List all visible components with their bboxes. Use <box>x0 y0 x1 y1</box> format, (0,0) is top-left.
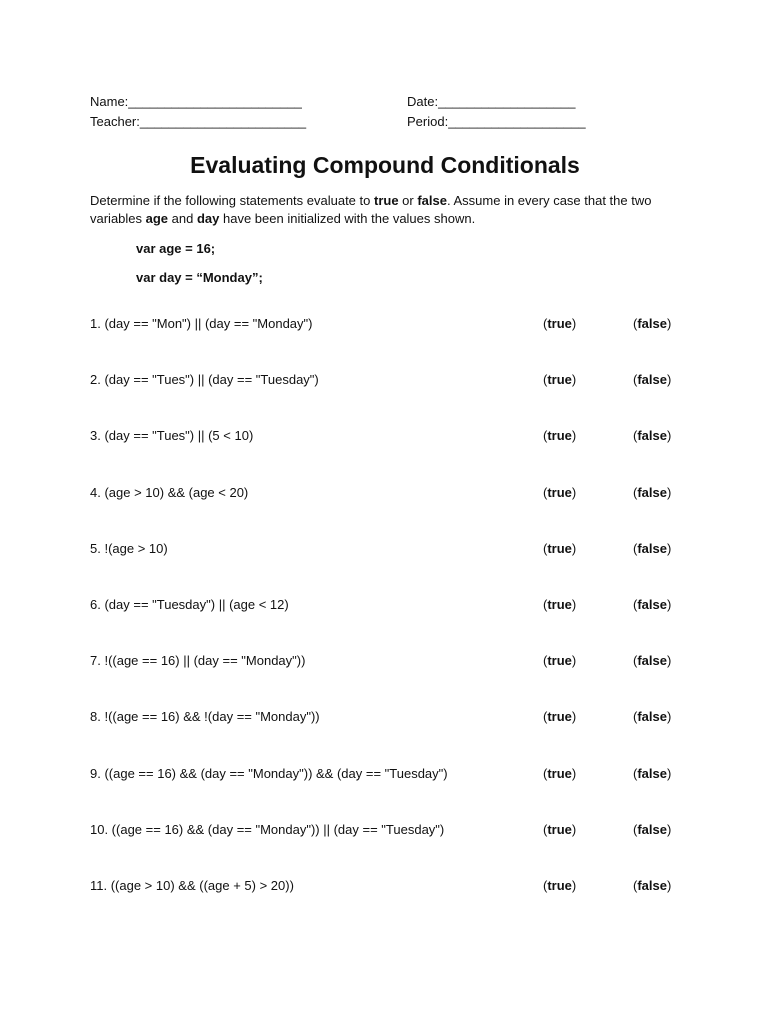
question-row <box>90 484 690 502</box>
open-paren: ( <box>633 372 638 388</box>
question-text: 1. (day == "Mon") || (day == "Monday") <box>90 316 313 331</box>
close-paren: ) <box>571 709 577 725</box>
close-paren: ) <box>666 316 672 331</box>
choice-label: false <box>637 484 667 500</box>
close-paren: ) <box>571 484 577 500</box>
false-choice[interactable] <box>633 652 671 670</box>
open-paren: ( <box>633 428 638 444</box>
true-choice[interactable] <box>543 427 576 445</box>
close-paren: ) <box>666 765 672 781</box>
open-paren: ( <box>633 316 638 331</box>
false-choice[interactable] <box>633 315 671 333</box>
true-choice[interactable] <box>543 540 576 558</box>
open-paren: ( <box>633 765 638 781</box>
true-choice[interactable] <box>543 765 576 783</box>
question-row <box>90 427 690 445</box>
choice-label: false <box>637 878 667 893</box>
choice-label: true <box>547 878 572 893</box>
open-paren: ( <box>543 597 548 612</box>
false-choice[interactable] <box>633 427 671 445</box>
question-text: 9. ((age == 16) && (day == "Monday")) && (day == "Tuesday") <box>90 765 448 781</box>
close-paren: ) <box>666 484 672 500</box>
open-paren: ( <box>633 484 638 500</box>
open-paren: ( <box>633 597 638 612</box>
choice-label: false <box>637 428 667 444</box>
instructions-text-4: and <box>168 211 197 226</box>
false-choice[interactable] <box>633 540 671 558</box>
choice-label: true <box>547 316 572 331</box>
open-paren: ( <box>543 765 548 781</box>
choice-label: true <box>547 597 572 612</box>
close-paren: ) <box>666 428 672 444</box>
page-title: Evaluating Compound Conditionals <box>190 152 580 178</box>
true-choice[interactable] <box>543 371 576 389</box>
question-text: 3. (day == "Tues") || (5 < 10) <box>90 428 254 444</box>
open-paren: ( <box>543 484 548 500</box>
instructions-paragraph <box>90 192 680 228</box>
open-paren: ( <box>543 428 548 444</box>
choice-label: false <box>637 597 667 612</box>
true-choice[interactable] <box>543 652 576 670</box>
open-paren: ( <box>633 653 638 669</box>
close-paren: ) <box>666 878 672 893</box>
true-choice[interactable] <box>543 596 576 614</box>
choice-label: true <box>547 709 572 725</box>
question-text: 11. ((age > 10) && ((age + 5) > 20)) <box>90 878 294 893</box>
open-paren: ( <box>633 821 638 837</box>
question-row <box>90 765 690 783</box>
close-paren: ) <box>666 653 672 669</box>
close-paren: ) <box>571 821 577 837</box>
question-row <box>90 708 690 726</box>
question-row <box>90 371 690 389</box>
question-text: 6. (day == "Tuesday") || (age < 12) <box>90 597 289 612</box>
close-paren: ) <box>666 597 672 612</box>
question-row <box>90 596 690 614</box>
false-choice[interactable] <box>633 371 671 389</box>
false-choice[interactable] <box>633 484 671 502</box>
close-paren: ) <box>571 653 577 669</box>
true-choice[interactable] <box>543 708 576 726</box>
close-paren: ) <box>666 821 672 837</box>
open-paren: ( <box>543 540 548 556</box>
choice-label: true <box>547 428 572 444</box>
code-line-day: var day = “Monday”; <box>136 270 263 285</box>
question-row <box>90 652 690 670</box>
instructions-age-word: age <box>145 211 169 226</box>
instructions-text-3: . Assume in every case that the two variables <box>90 193 652 226</box>
close-paren: ) <box>571 428 577 444</box>
open-paren: ( <box>543 709 548 725</box>
close-paren: ) <box>666 709 672 725</box>
false-choice[interactable] <box>633 596 671 614</box>
choice-label: false <box>637 765 667 781</box>
false-choice[interactable] <box>633 708 671 726</box>
open-paren: ( <box>633 878 638 893</box>
teacher-field[interactable]: Teacher:_______________________ <box>90 114 307 129</box>
close-paren: ) <box>571 372 577 388</box>
choice-label: true <box>547 372 572 388</box>
question-text: 8. !((age == 16) && !(day == "Monday")) <box>90 709 320 725</box>
true-choice[interactable] <box>543 315 576 333</box>
choice-label: true <box>547 765 572 781</box>
instructions-text-2: or <box>398 193 418 208</box>
question-row <box>90 540 690 558</box>
date-field[interactable]: Date:___________________ <box>407 94 576 109</box>
false-choice[interactable] <box>633 765 671 783</box>
instructions-day-word: day <box>196 211 220 226</box>
question-text: 7. !((age == 16) || (day == "Monday")) <box>90 653 306 669</box>
choice-label: true <box>547 484 572 500</box>
instructions-text-5: have been initialized with the values shown. <box>219 211 476 226</box>
instructions-false-word: false <box>417 193 447 208</box>
open-paren: ( <box>543 821 548 837</box>
false-choice[interactable] <box>633 877 671 895</box>
choice-label: true <box>547 821 572 837</box>
choice-label: false <box>637 316 667 331</box>
open-paren: ( <box>633 540 638 556</box>
close-paren: ) <box>571 540 577 556</box>
period-field[interactable]: Period:___________________ <box>407 114 586 129</box>
open-paren: ( <box>543 653 548 669</box>
true-choice[interactable] <box>543 877 576 895</box>
question-text: 2. (day == "Tues") || (day == "Tuesday") <box>90 372 319 388</box>
close-paren: ) <box>666 372 672 388</box>
choice-label: false <box>637 372 667 388</box>
code-line-age: var age = 16; <box>136 241 216 256</box>
question-text: 4. (age > 10) && (age < 20) <box>90 484 249 500</box>
instructions-true-word: true <box>373 193 399 208</box>
instructions-text-1: Determine if the following statements evaluate to <box>90 193 374 208</box>
choice-label: false <box>637 540 667 556</box>
choice-label: true <box>547 653 572 669</box>
question-text: 5. !(age > 10) <box>90 540 168 556</box>
close-paren: ) <box>571 878 577 893</box>
open-paren: ( <box>543 878 548 893</box>
open-paren: ( <box>633 709 638 725</box>
close-paren: ) <box>571 765 577 781</box>
close-paren: ) <box>571 597 577 612</box>
name-field[interactable]: Name:________________________ <box>90 94 302 109</box>
choice-label: false <box>637 709 667 725</box>
question-row <box>90 821 690 839</box>
choice-label: false <box>637 821 667 837</box>
true-choice[interactable] <box>543 484 576 502</box>
choice-label: true <box>547 540 572 556</box>
open-paren: ( <box>543 316 548 331</box>
question-row <box>90 877 690 895</box>
question-text: 10. ((age == 16) && (day == "Monday")) || (day == "Tuesday") <box>90 821 445 837</box>
false-choice[interactable] <box>633 821 671 839</box>
close-paren: ) <box>571 316 577 331</box>
open-paren: ( <box>543 372 548 388</box>
question-row <box>90 315 690 333</box>
close-paren: ) <box>666 540 672 556</box>
choice-label: false <box>637 653 667 669</box>
true-choice[interactable] <box>543 821 576 839</box>
